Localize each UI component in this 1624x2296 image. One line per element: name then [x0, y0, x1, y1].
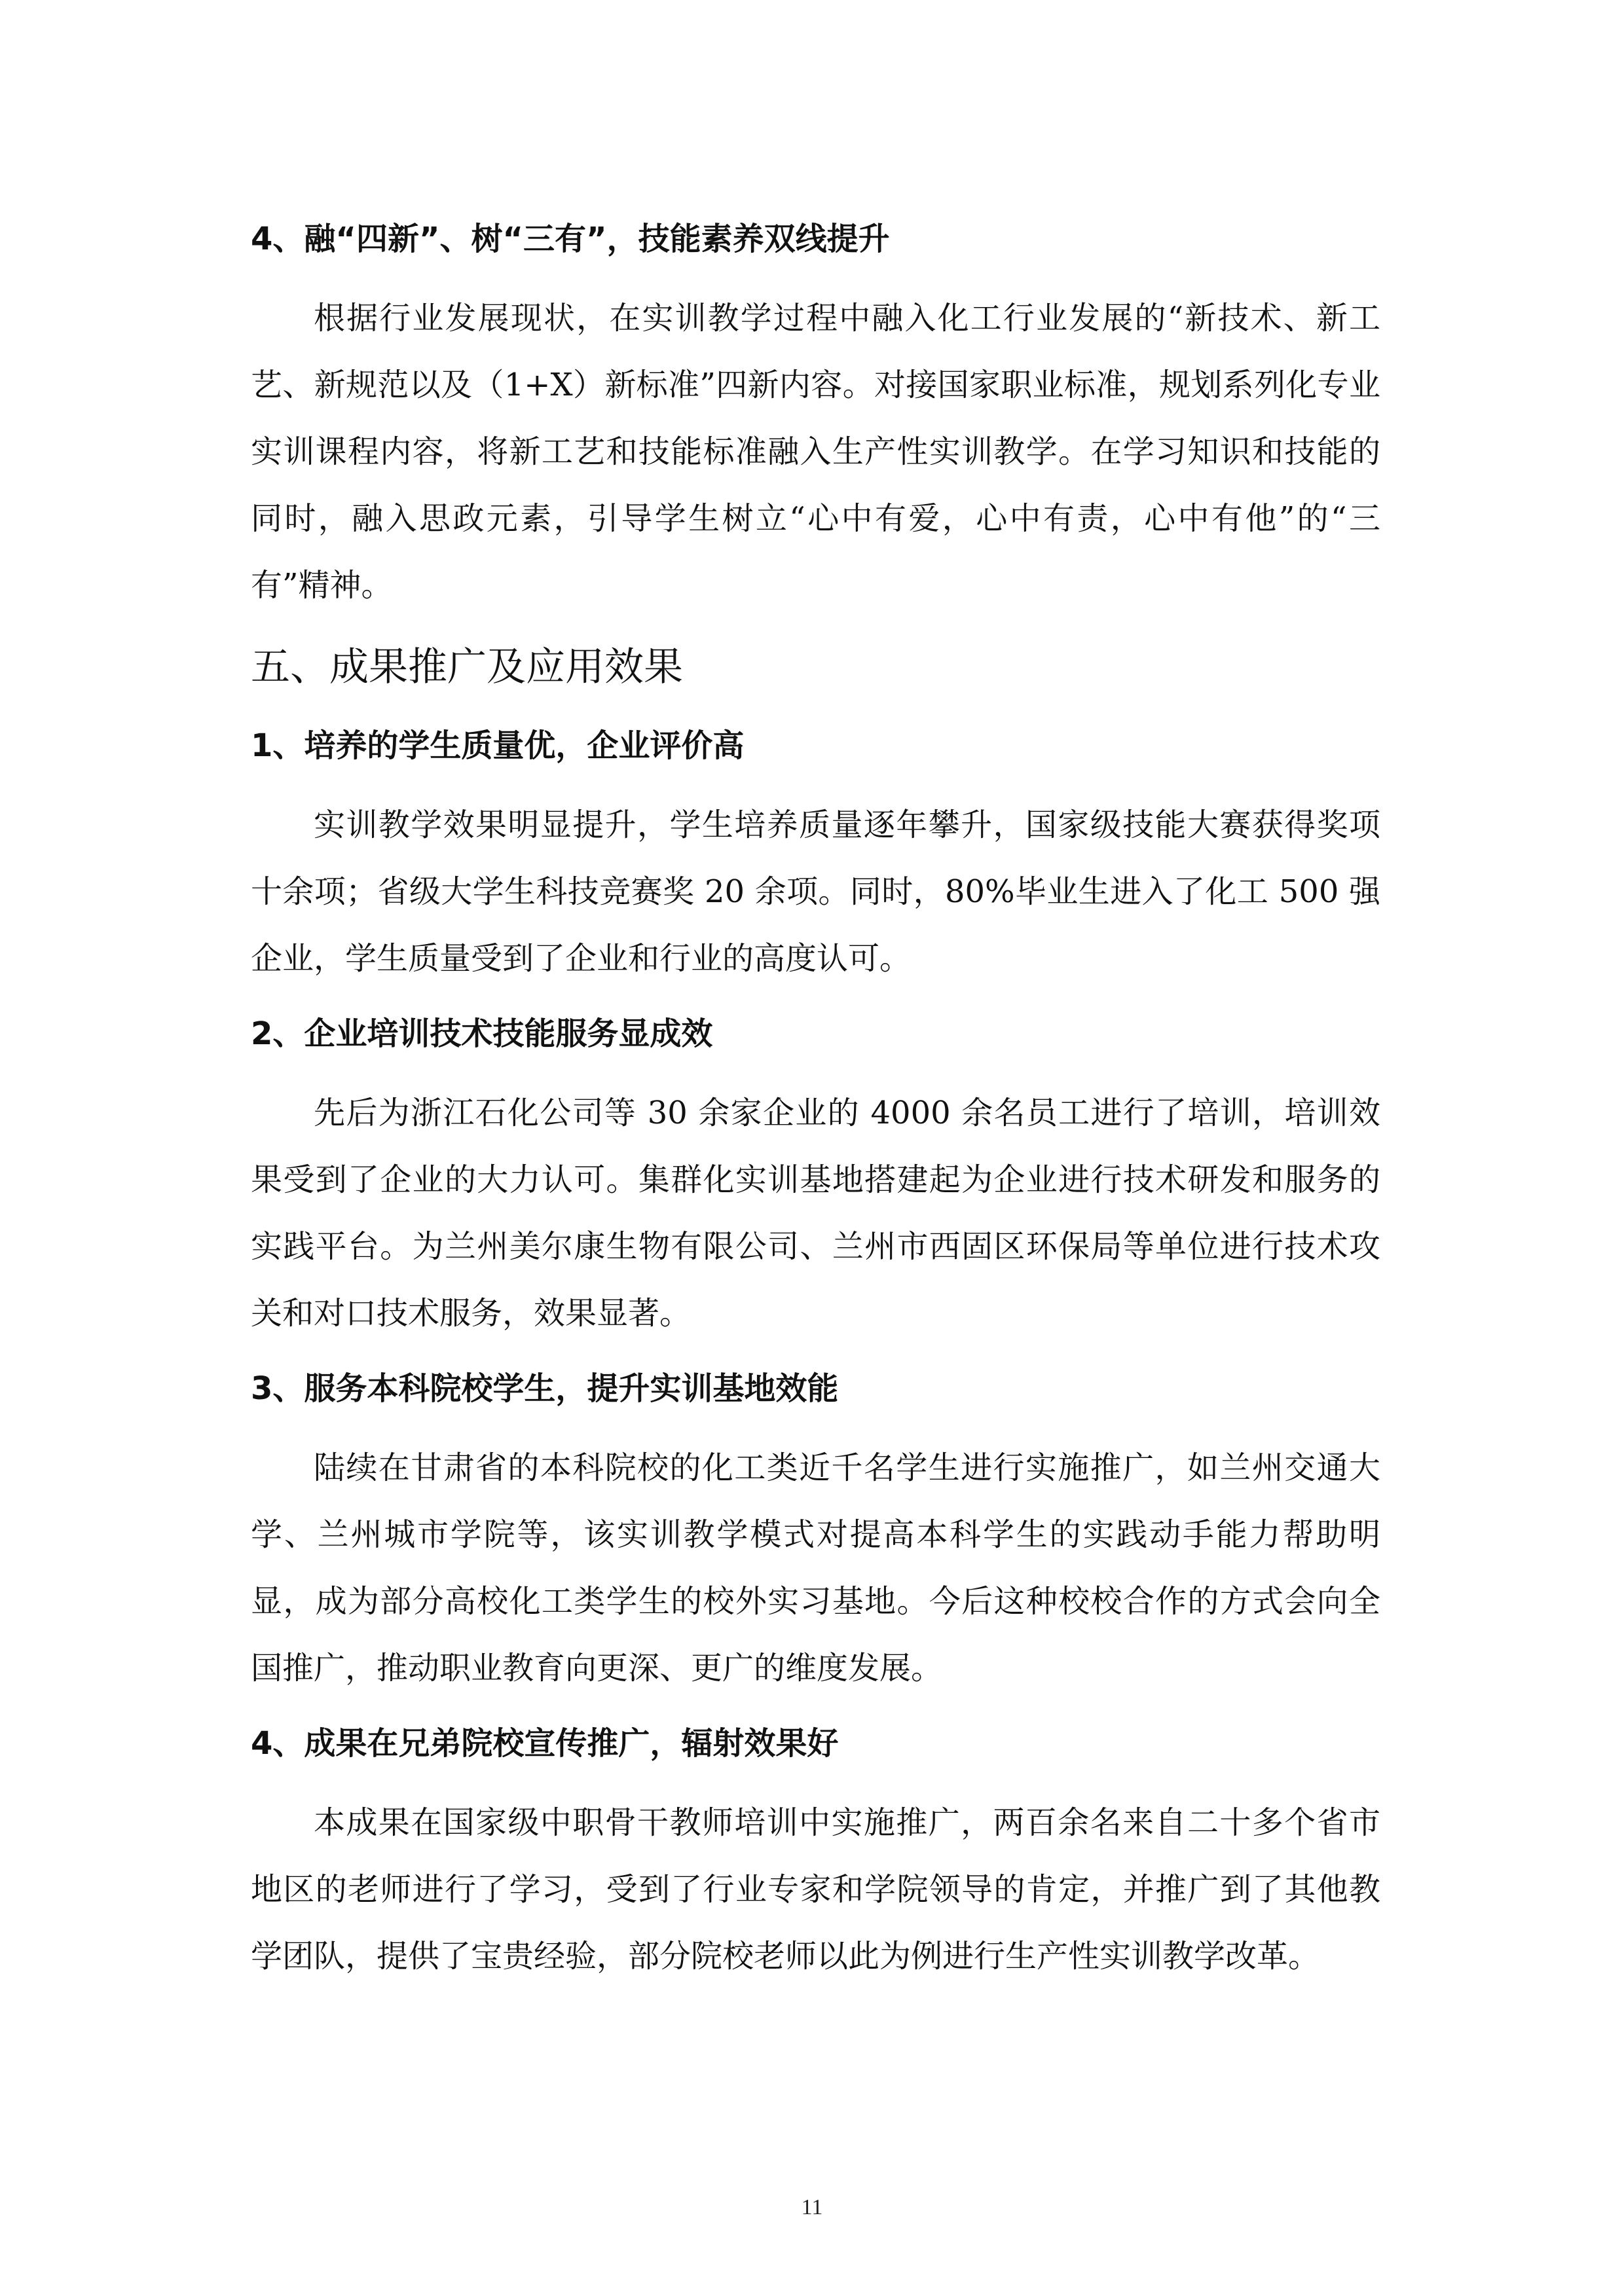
- subsection-heading-4: 4、成果在兄弟院校宣传推广，辐射效果好: [251, 1725, 839, 1762]
- section-paragraph-4: 根据行业发展现状，在实训教学过程中融入化工行业发展的“新技术、新工艺、新规范以及（1+X）新标准”四新内容。对接国家职业标准，规划系列化专业实训课程内容，将新工艺和技能标准融入生产性实训教学。在学习知识和技能的同时，融入思政元素，引导学生树立“心中有爱，心中有责，心中有他”的“三有”精神。: [251, 300, 1380, 604]
- chapter-title: 五、成果推广及应用效果: [251, 644, 683, 690]
- subsection-paragraph-3: 陆续在甘肃省的本科院校的化工类近千名学生进行实施推广，如兰州交通大学、兰州城市学院等，该实训教学模式对提高本科学生的实践动手能力帮助明显，成为部分高校化工类学生的校外实习基地。今后这种校校合作的方式会向全国推广，推动职业教育向更深、更广的维度发展。: [251, 1449, 1380, 1686]
- subsection-heading-3: 3、服务本科院校学生，提升实训基地效能: [251, 1370, 839, 1407]
- page-content: [251, 213, 1380, 1990]
- subsection-paragraph-2: 先后为浙江石化公司等 30 余家企业的 4000 余名员工进行了培训，培训效果受到了企业的大力认可。集群化实训基地搭建起为企业进行技术研发和服务的实践平台。为兰州美尔康生物有限公司、兰州市西固区环保局等单位进行技术攻关和对口技术服务，效果显著。: [251, 1095, 1380, 1332]
- subsection-paragraph-4: 本成果在国家级中职骨干教师培训中实施推广，两百余名来自二十多个省市地区的老师进行了学习，受到了行业专家和学院领导的肯定，并推广到了其他教学团队，提供了宝贵经验，部分院校老师以此为例进行生产性实训教学改革。: [251, 1804, 1380, 1975]
- section-heading-4: 4、融“四新”、树“三有”，技能素养双线提升: [251, 221, 890, 257]
- subsection-heading-1: 1、培养的学生质量优，企业评价高: [251, 727, 745, 764]
- page-number: 11: [801, 2195, 823, 2219]
- subsection-paragraph-1: 实训教学效果明显提升，学生培养质量逐年攀升，国家级技能大赛获得奖项十余项；省级大学生科技竞赛奖 20 余项。同时，80%毕业生进入了化工 500 强企业，学生质量受到了企业和行业的高度认可。: [251, 807, 1380, 977]
- subsection-heading-2: 2、企业培训技术技能服务显成效: [251, 1015, 713, 1052]
